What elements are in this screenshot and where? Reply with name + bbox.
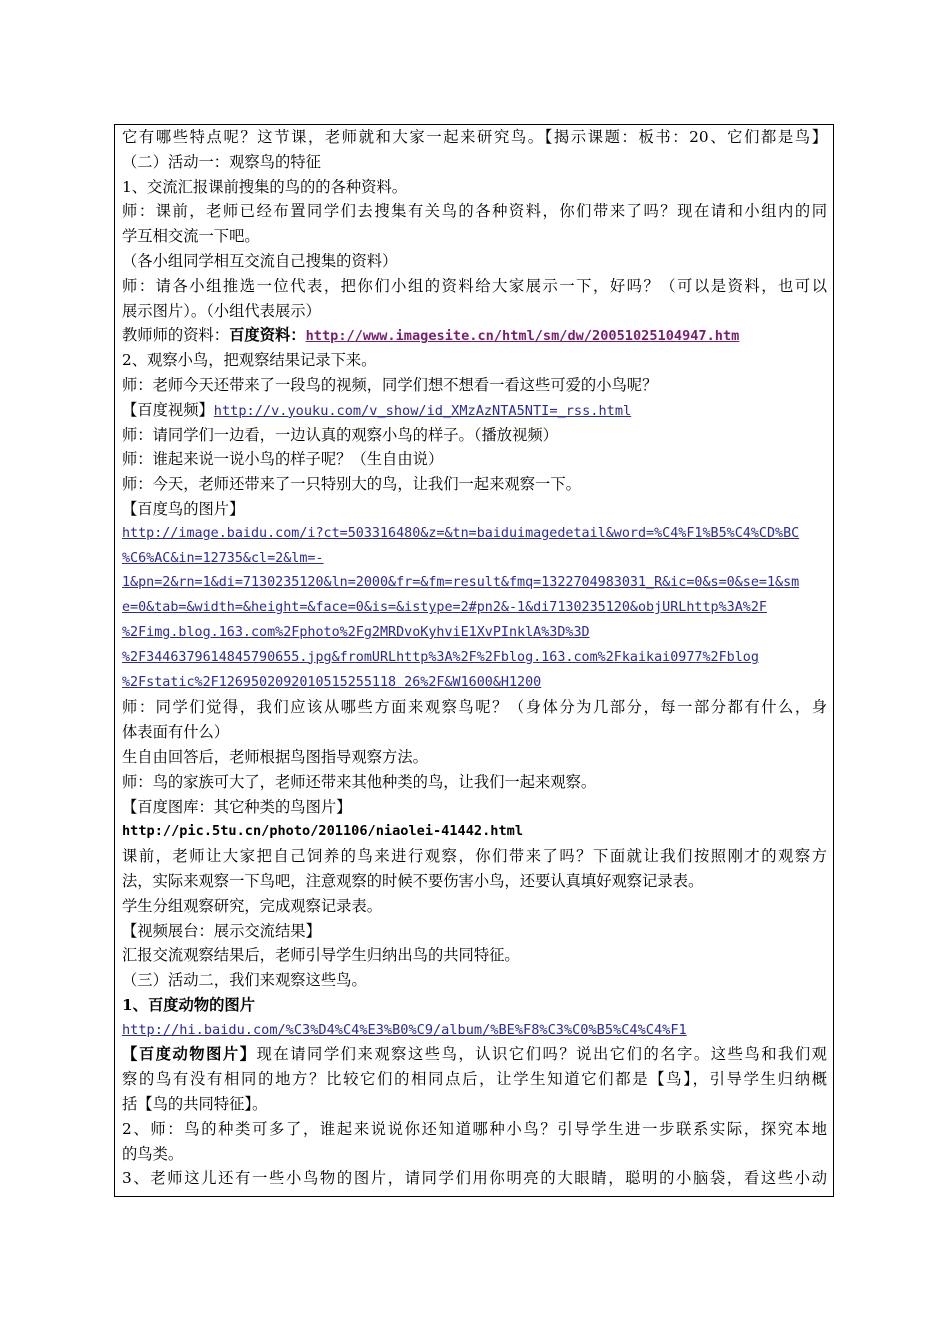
text-line: 生自由回答后，老师根据鸟图指导观察方法。 bbox=[122, 747, 428, 766]
lesson-table-cell bbox=[114, 124, 834, 1197]
animal-images-text: 现在请同学们来观察这些鸟，认识它们吗？说出它们的名字。这些鸟和我们观 bbox=[256, 1045, 827, 1064]
baidu-image-link-part[interactable]: %2Fstatic%2F1269502092010515255118 26%2F&W1600&H1200 bbox=[122, 674, 542, 690]
baidu-image-link-part[interactable]: e=0&tab=&width=&height=&face=0&is=&istype=2#pn2&-1&di7130235120&objURLhttp%3A%2F bbox=[122, 600, 767, 616]
text-line: 括【鸟的共同特征】。 bbox=[122, 1095, 268, 1114]
video-resource-line bbox=[122, 398, 827, 423]
imagesite-link[interactable]: http://www.imagesite.cn/html/sm/dw/20051025104947.htm bbox=[305, 328, 740, 345]
text-line: 3、老师这儿还有一些小鸟物的图片，请同学们用你明亮的大眼睛，聪明的小脑袋，看这些小动 bbox=[122, 1169, 827, 1188]
text-line: 师：谁起来说一说小鸟的样子呢？（生自由说） bbox=[122, 450, 444, 469]
text-line: 师：今天，老师还带来了一只特别大的鸟，让我们一起来观察一下。 bbox=[122, 475, 581, 494]
subheading: 1、百度动物的图片 bbox=[122, 995, 256, 1014]
text-line: 的鸟类。 bbox=[122, 1144, 184, 1163]
text-line: 学互相交流一下吧。 bbox=[122, 227, 260, 246]
video-label: 【百度视频】 bbox=[122, 400, 214, 419]
text-line: 体表面有什么） bbox=[122, 723, 230, 742]
text-line: 汇报交流观察结果后，老师引导学生归纳出鸟的共同特征。 bbox=[122, 946, 520, 965]
text-line: （各小组同学相互交流自己搜集的资料） bbox=[122, 251, 398, 270]
text-line: 【视频展台：展示交流结果】 bbox=[122, 921, 321, 940]
baidu-image-link-part[interactable]: %C6%AC&in=12735&cl=2&lm=- bbox=[122, 550, 324, 566]
animal-images-line bbox=[122, 1042, 827, 1067]
text-line: 师：请同学们一边看，一边认真的观察小鸟的样子。（播放视频） bbox=[122, 425, 558, 444]
baidu-image-link-part[interactable]: http://image.baidu.com/i?ct=503316480&z=&tn=baiduimagedetail&word=%C4%F1%B5%C4%CD%BC bbox=[122, 525, 800, 541]
text-line: 2、师：鸟的种类可多了，谁起来说说你还知道哪种小鸟？引导学生进一步联系实际，探究本地 bbox=[122, 1119, 827, 1138]
baidu-image-link-part[interactable]: %2F3446379614845790655.jpg&fromURLhttp%3A%2F%2Fblog.163.com%2Fkaikai0977%2Fblog bbox=[122, 649, 759, 665]
text-line: 【百度图库：其它种类的鸟图片】 bbox=[122, 797, 352, 816]
baidu-image-link-part[interactable]: %2Fimg.blog.163.com%2Fphoto%2Fg2MRDvoKyhviE1XvPInklA%3D%3D bbox=[122, 624, 590, 640]
animal-images-label: 【百度动物图片】 bbox=[122, 1045, 257, 1064]
baidu-image-link-part[interactable]: 1&pn=2&rn=1&di=7130235120&ln=2000&fr=&fm=result&fmq=1322704983031_R&ic=0&s=0&se=1&sm bbox=[122, 575, 800, 591]
text-line: 师：课前，老师已经布置同学们去搜集有关鸟的各种资料，你们带来了吗？现在请和小组内的同 bbox=[122, 202, 827, 221]
text-line: 法，实际来观察一下鸟吧，注意观察的时候不要伤害小鸟，还要认真填好观察记录表。 bbox=[122, 871, 704, 890]
text-line: 师：鸟的家族可大了，老师还带来其他种类的鸟，让我们一起来观察。 bbox=[122, 772, 597, 791]
baidu-album-link[interactable]: http://hi.baidu.com/%C3%D4%C4%E3%B0%C9/album/%BE%F8%C3%C0%B5%C4%C4%F1 bbox=[122, 1021, 687, 1038]
pic-5tu-link[interactable]: http://pic.5tu.cn/photo/201106/niaolei-41442.html bbox=[122, 823, 524, 840]
text-line: 2、观察小鸟，把观察结果记录下来。 bbox=[122, 351, 377, 370]
resource-line bbox=[122, 323, 827, 348]
text-line: 师：请各小组推选一位代表，把你们小组的资料给大家展示一下，好吗？（可以是资料，也可以 bbox=[122, 276, 827, 295]
section-heading: （三）活动二，我们来观察这些鸟。 bbox=[122, 971, 367, 990]
resource-label: 百度资料： bbox=[229, 326, 306, 345]
youku-video-link[interactable]: http://v.youku.com/v_show/id_XMzAzNTA5NTI=_rss.html bbox=[213, 402, 632, 419]
text-line: 师：同学们觉得，我们应该从哪些方面来观察鸟呢？（身体分为几部分，每一部分都有什么，身 bbox=[122, 698, 827, 717]
text-line: 【百度鸟的图片】 bbox=[122, 499, 245, 518]
text-line: 展示图片）。（小组代表展示） bbox=[122, 301, 321, 320]
section-heading: （二）活动一：观察鸟的特征 bbox=[122, 152, 321, 171]
text-line: 1、交流汇报课前搜集的鸟的的各种资料。 bbox=[122, 177, 408, 196]
text-line: 它有哪些特点呢？这节课，老师就和大家一起来研究鸟。【揭示课题：板书：20、它们都是鸟】 bbox=[122, 128, 827, 146]
text-line: 课前，老师让大家把自己饲养的鸟来进行观察，你们带来了吗？下面就让我们按照刚才的观察方 bbox=[122, 847, 827, 866]
text-line: 学生分组观察研究，完成观察记录表。 bbox=[122, 896, 383, 915]
text-line: 师：老师今天还带来了一段鸟的视频，同学们想不想看一看这些可爱的小鸟呢？ bbox=[122, 375, 658, 394]
resource-prefix: 教师师的资料： bbox=[122, 326, 230, 345]
text-line: 察的鸟有没有相同的地方？比较它们的相同点后，让学生知道它们都是【鸟】，引导学生归纳概 bbox=[122, 1070, 827, 1089]
